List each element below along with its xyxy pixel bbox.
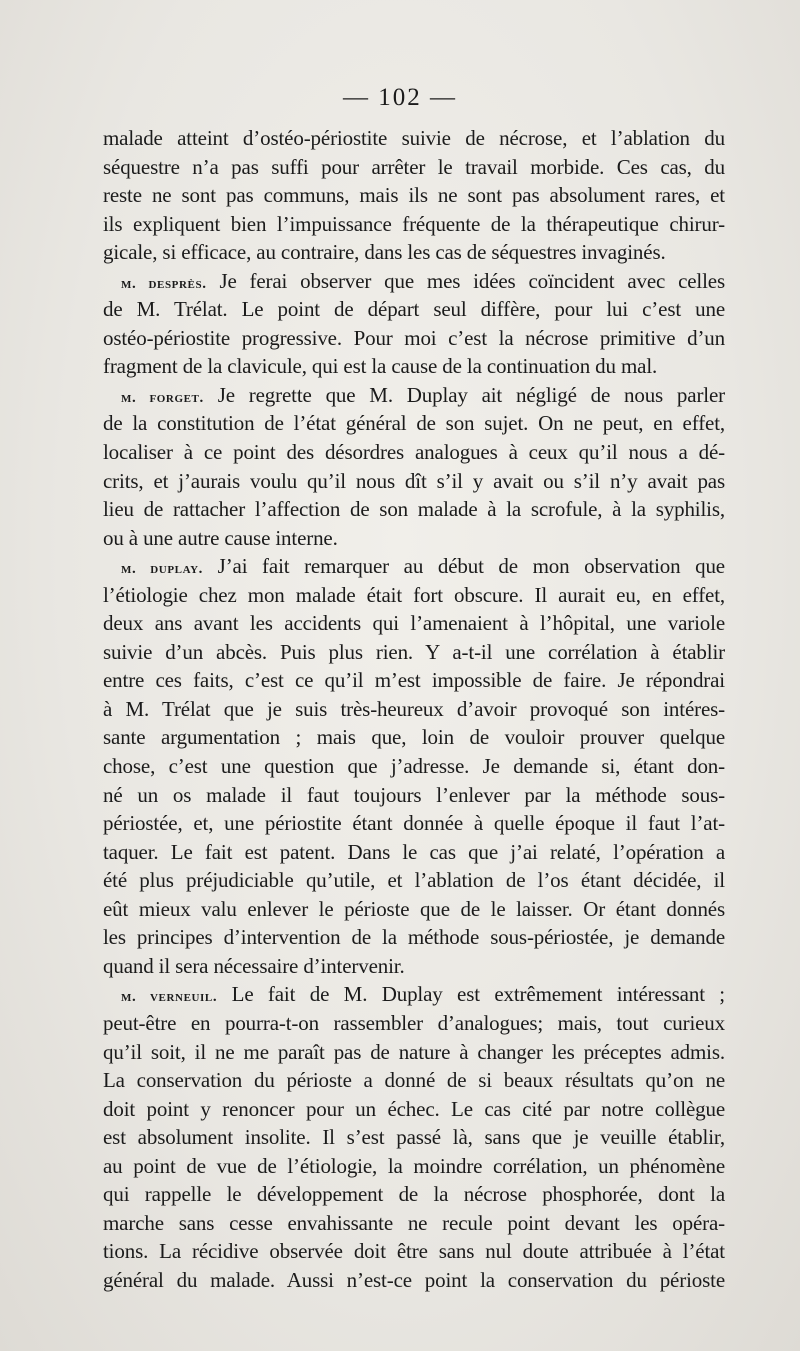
line-text: est absolument insolite. Il s’est passé là, sans que je veuille établir,	[103, 1125, 725, 1150]
text-line	[103, 1095, 725, 1124]
body-text	[103, 124, 725, 1294]
line-text: qui rappelle le développement de la nécrose phosphorée, dont la	[103, 1182, 725, 1207]
text-line	[103, 752, 725, 781]
line-text: crits, et j’aurais voulu qu’il nous dît s’il y avait ou s’il n’y avait pas	[103, 468, 725, 493]
line-text: ils expliquent bien l’impuissance fréquente de la thérapeutique chirur-	[103, 211, 725, 236]
text-line	[103, 495, 725, 524]
text-line	[103, 952, 725, 981]
text-line	[103, 923, 725, 952]
line-text: tions. La récidive observée doit être sans nul doute attribuée à l’état	[103, 1239, 725, 1264]
text-line	[103, 238, 725, 267]
text-line	[103, 1038, 725, 1067]
text-line	[103, 1123, 725, 1152]
line-text: taquer. Le fait est patent. Dans le cas que j’ai relaté, l’opération a	[103, 839, 725, 864]
line-text: Je regrette que M. Duplay ait négligé de nous parler	[203, 382, 725, 407]
line-text: malade atteint d’ostéo-périostite suivie de nécrose, et l’ablation du	[103, 126, 725, 150]
page-number: — 102 —	[343, 84, 457, 111]
line-text: de M. Trélat. Le point de départ seul diffère, pour lui c’est une	[103, 297, 725, 322]
text-line	[103, 1266, 725, 1295]
text-line	[103, 609, 725, 638]
text-line	[103, 438, 725, 467]
line-text: ostéo-périostite progressive. Pour moi c’est la nécrose primitive d’un	[103, 325, 725, 350]
line-text: chose, c’est une question que j’adresse. Je demande si, étant don-	[103, 754, 725, 779]
line-text: périostée, et, une périostite étant donnée à quelle époque il faut l’at-	[103, 811, 725, 836]
line-text: eût mieux valu enlever le périoste que de le laisser. Or étant donnés	[103, 896, 725, 921]
line-text: peut-être en pourra-t-on rassembler d’analogues; mais, tout curieux	[103, 1010, 725, 1035]
speaker-name: m. verneuil.	[121, 989, 218, 1006]
text-line	[103, 1180, 725, 1209]
text-line	[103, 809, 725, 838]
line-text: été plus préjudiciable qu’utile, et l’ablation de l’os étant décidée, il	[103, 868, 725, 893]
line-text: gicale, si efficace, au contraire, dans les cas de séquestres invaginés.	[103, 240, 666, 265]
line-text: qu’il soit, il ne me paraît pas de nature à changer les préceptes admis.	[103, 1039, 725, 1064]
text-line	[103, 1209, 725, 1238]
speaker-name: m. duplay.	[121, 561, 204, 578]
text-line	[103, 866, 725, 895]
line-text: reste ne sont pas communs, mais ils ne sont pas absolument rares, et	[103, 183, 725, 208]
line-text: les principes d’intervention de la méthode sous-périostée, je demande	[103, 925, 725, 950]
line-text: au point de vue de l’étiologie, la moindre corrélation, un phénomène	[103, 1153, 725, 1178]
line-text: sante argumentation ; mais que, loin de vouloir prouver quelque	[103, 725, 725, 750]
line-text: ou à une autre cause interne.	[103, 525, 338, 550]
text-line	[103, 1237, 725, 1266]
line-text: suivie d’un abcès. Puis plus rien. Y a-t-il une corrélation à établir	[103, 639, 725, 664]
line-text: La conservation du périoste a donné de si beaux résultats qu’on ne	[103, 1068, 725, 1093]
speaker-line	[103, 381, 725, 410]
text-line	[103, 295, 725, 324]
line-text: J’ai fait remarquer au début de mon observation que	[203, 554, 725, 579]
line-text: entre ces faits, c’est ce qu’il m’est impossible de faire. Je répondrai	[103, 668, 725, 693]
text-line	[103, 895, 725, 924]
line-text: à M. Trélat que je suis très-heureux d’avoir provoqué son intéres-	[103, 696, 725, 721]
line-text: Le fait de M. Duplay est extrêmement intéressant ;	[217, 982, 725, 1007]
line-text: l’étiologie chez mon malade était fort obscure. Il aurait eu, en effet,	[103, 582, 725, 607]
text-line	[103, 723, 725, 752]
line-text: doit point y renoncer pour un échec. Le cas cité par notre collègue	[103, 1096, 725, 1121]
speaker-line	[103, 552, 725, 581]
line-text: deux ans avant les accidents qui l’amenaient à l’hôpital, une variole	[103, 611, 725, 636]
line-text: Je ferai observer que mes idées coïncident avec celles	[206, 268, 725, 293]
speaker-line	[103, 267, 725, 296]
text-line	[103, 838, 725, 867]
line-text: né un os malade il faut toujours l’enlever par la méthode sous-	[103, 782, 725, 807]
speaker-line	[103, 980, 725, 1009]
line-text: localiser à ce point des désordres analogues à ceux qu’il nous a dé-	[103, 440, 725, 465]
text-line	[103, 409, 725, 438]
text-line	[103, 324, 725, 353]
text-line	[103, 1009, 725, 1038]
text-line	[103, 638, 725, 667]
text-line	[103, 124, 725, 153]
text-line	[103, 467, 725, 496]
text-line	[103, 153, 725, 182]
text-line	[103, 1066, 725, 1095]
line-text: séquestre n’a pas suffi pour arrêter le travail morbide. Ces cas, du	[103, 154, 725, 179]
text-line	[103, 181, 725, 210]
text-line	[103, 781, 725, 810]
line-text: fragment de la clavicule, qui est la cause de la continuation du mal.	[103, 354, 658, 379]
text-line	[103, 666, 725, 695]
text-line	[103, 581, 725, 610]
line-text: de la constitution de l’état général de son sujet. On ne peut, en effet,	[103, 411, 725, 436]
speaker-name: m. desprès.	[121, 275, 207, 292]
text-line	[103, 1152, 725, 1181]
line-text: marche sans cesse envahissante ne recule point devant les opéra-	[103, 1210, 725, 1235]
text-line	[103, 352, 725, 381]
text-line	[103, 695, 725, 724]
line-text: lieu de rattacher l’affection de son malade à la scrofule, à la syphilis,	[103, 497, 725, 522]
text-line	[103, 524, 725, 553]
line-text: quand il sera nécessaire d’intervenir.	[103, 953, 405, 978]
text-line	[103, 210, 725, 239]
line-text: général du malade. Aussi n’est-ce point la conservation du périoste	[103, 1267, 725, 1292]
speaker-name: m. forget.	[121, 389, 204, 406]
